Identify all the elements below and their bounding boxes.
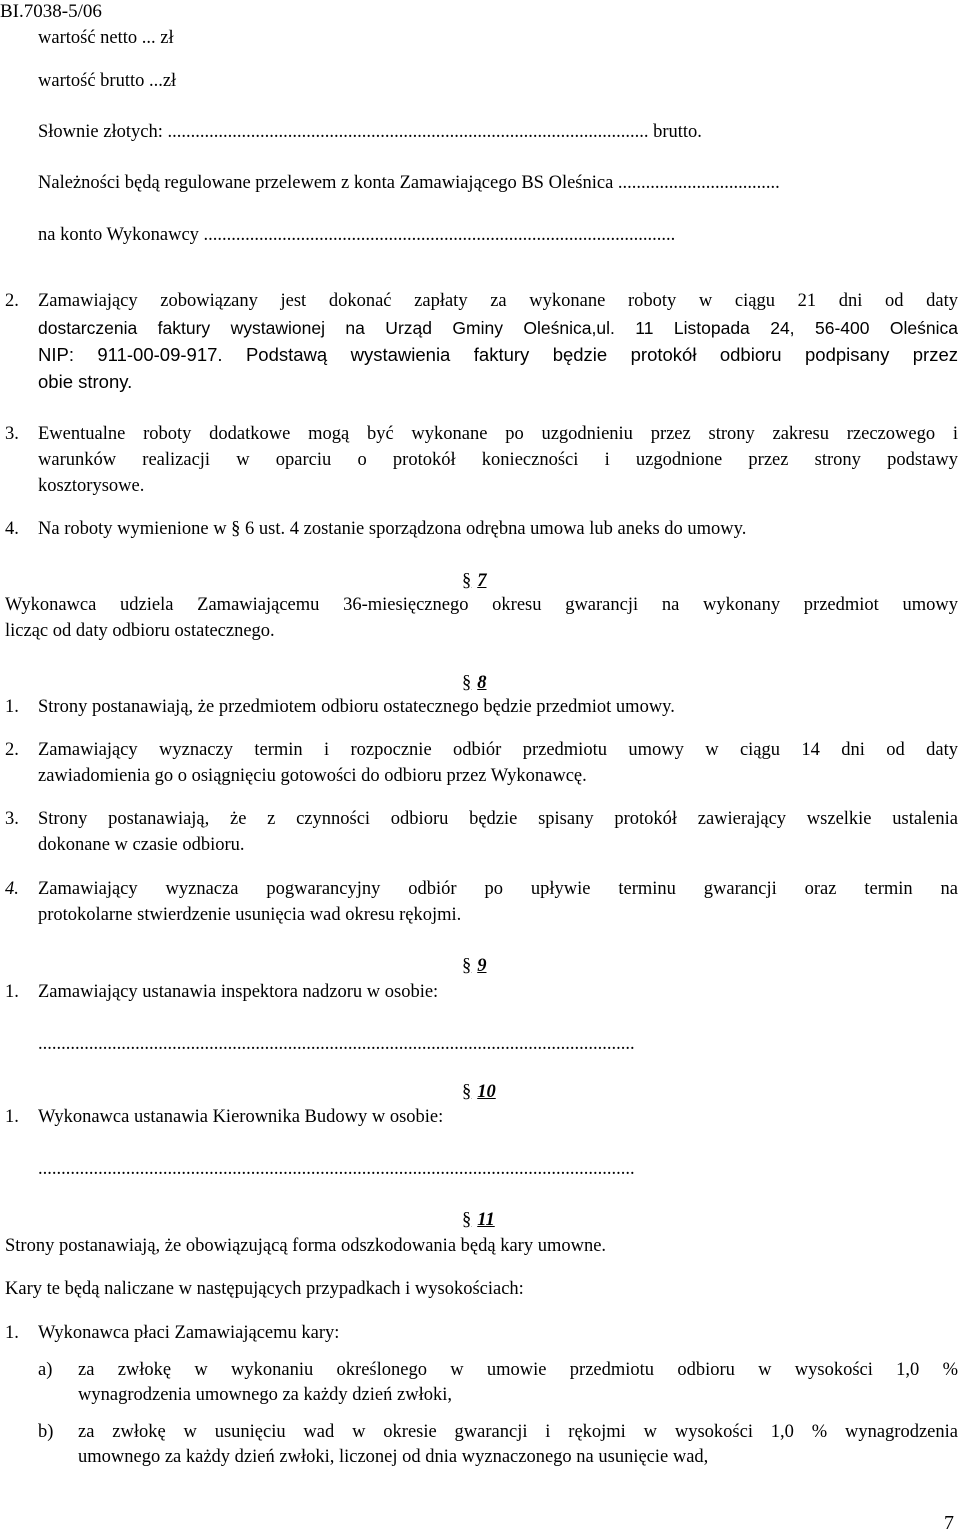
net-value-line: wartość netto ... zł (38, 28, 174, 48)
inspector-name-field: ................................................................................................................................. (38, 1034, 635, 1054)
item-number: 1. (5, 1323, 19, 1343)
paragraph-line: dostarczenia faktury wystawionej na Urząd Gminy Oleśnica,ul. 11 Listopada 24, 56-400 Oleśnica (38, 318, 958, 338)
item-number: 2. (5, 291, 19, 311)
page-number: 7 (944, 1512, 954, 1534)
payer-account-line: Należności będą regulowane przelewem z konta Zamawiającego BS Oleśnica ................................... (38, 173, 780, 193)
item-number: 2. (5, 740, 19, 760)
site-manager-name-field: ................................................................................................................................. (38, 1159, 635, 1179)
paragraph-line: umownego za każdy dzień zwłoki, liczonej od dnia wyznaczonego na usunięcie wad, (78, 1447, 709, 1467)
paragraph-line: za zwłokę w wykonaniu określonego w umowie przedmiotu odbioru w wysokości 1,0 % (78, 1360, 958, 1380)
paragraph-line: Strony postanawiają, że przedmiotem odbioru ostatecznego będzie przedmiot umowy. (38, 697, 675, 717)
paragraph-line: Zamawiający zobowiązany jest dokonać zapłaty za wykonane roboty w ciągu 21 dni od daty (38, 291, 958, 311)
paragraph-line: za zwłokę w usunięciu wad w okresie gwarancji i rękojmi w wysokości 1,0 % wynagrodzenia (78, 1422, 958, 1442)
paragraph-line: Zamawiający wyznacza pogwarancyjny odbiór po upływie terminu gwarancji oraz termin na (38, 879, 958, 899)
item-number: 1. (5, 982, 19, 1002)
subitem-label: a) (38, 1360, 53, 1380)
paragraph-line: Kary te będą naliczane w następujących przypadkach i wysokościach: (5, 1279, 524, 1299)
paragraph-line: protokolarne stwierdzenie usunięcia wad okresu rękojmi. (38, 905, 462, 925)
paragraph-line: Strony postanawiają, że z czynności odbioru będzie spisany protokół zawierający wszelkie ustalenia (38, 809, 958, 829)
section-heading-7: § 7 (462, 571, 487, 591)
section-heading-11: § 11 (462, 1210, 495, 1230)
paragraph-line: Wykonawca udziela Zamawiającemu 36-miesięcznego okresu gwarancji na wykonany przedmiot umowy (5, 595, 958, 615)
paragraph-line: warunków realizacji w oparciu o protokół konieczności i uzgodnione przez strony podstawy (38, 450, 958, 470)
paragraph-line: dokonane w czasie odbioru. (38, 835, 245, 855)
section-heading-8: § 8 (462, 673, 487, 693)
item-number: 3. (5, 424, 19, 444)
section-heading-9: § 9 (462, 956, 487, 976)
paragraph-line: kosztorysowe. (38, 476, 145, 496)
paragraph-line: licząc od daty odbioru ostatecznego. (5, 621, 275, 641)
paragraph-line: Ewentualne roboty dodatkowe mogą być wykonane po uzgodnieniu przez strony zakresu rzeczowego i (38, 424, 958, 444)
paragraph-line: zawiadomienia go o osiągnięciu gotowości do odbioru przez Wykonawcę. (38, 766, 587, 786)
paragraph-line: obie strony. (38, 371, 133, 392)
contractor-account-line: na konto Wykonawcy ...................................................................................................... (38, 225, 676, 245)
paragraph-line: Zamawiający ustanawia inspektora nadzoru w osobie: (38, 982, 439, 1002)
item-number: 3. (5, 809, 19, 829)
gross-value-line: wartość brutto ...zł (38, 71, 177, 91)
section-heading-10: § 10 (462, 1082, 496, 1102)
paragraph-line: NIP: 911-00-09-917. Podstawą wystawienia faktury będzie protokół odbioru podpisany przez (38, 344, 958, 365)
item-number: 4. (5, 519, 19, 539)
paragraph-line: wynagrodzenia umownego za każdy dzień zwłoki, (78, 1385, 452, 1405)
paragraph-line: Wykonawca płaci Zamawiającemu kary: (38, 1323, 340, 1343)
item-number: 4. (5, 879, 19, 899)
paragraph-line: Zamawiający wyznaczy termin i rozpocznie odbiór przedmiotu umowy w ciągu 14 dni od daty (38, 740, 958, 760)
document-reference: BI.7038-5/06 (0, 1, 102, 22)
amount-in-words-line: Słownie złotych: ........................................................................................................ brutto. (38, 122, 702, 142)
item-number: 1. (5, 697, 19, 717)
item-number: 1. (5, 1107, 19, 1127)
paragraph-line: Na roboty wymienione w § 6 ust. 4 zostanie sporządzona odrębna umowa lub aneks do umowy. (38, 519, 747, 539)
subitem-label: b) (38, 1422, 54, 1442)
paragraph-line: Strony postanawiają, że obowiązującą forma odszkodowania będą kary umowne. (5, 1236, 607, 1256)
paragraph-line: Wykonawca ustanawia Kierownika Budowy w osobie: (38, 1107, 444, 1127)
